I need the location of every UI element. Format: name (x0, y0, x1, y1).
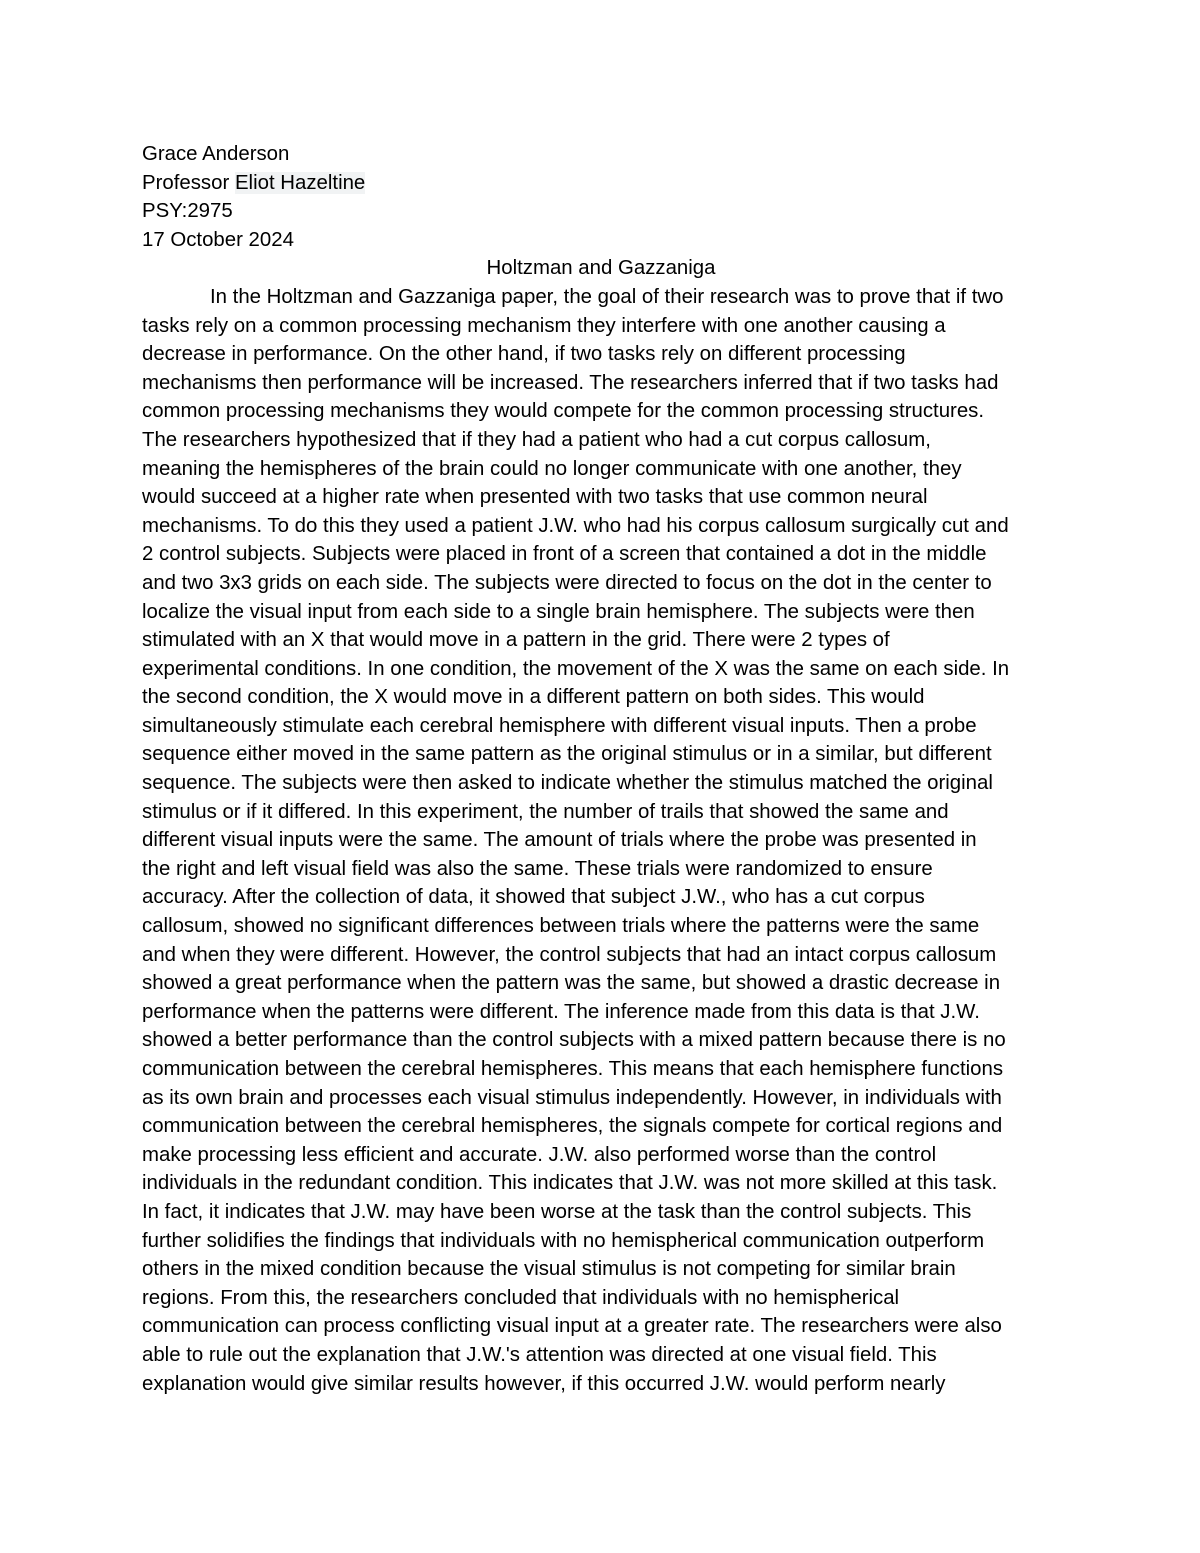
body-line-text: simultaneously stimulate each cerebral hemisphere with different visual inputs. Then a probe (142, 714, 977, 737)
body-line (142, 540, 1062, 569)
body-line-text: 2 control subjects. Subjects were placed in front of a screen that contained a dot in the middle (142, 543, 987, 566)
body-line (142, 798, 1062, 827)
body-line (142, 712, 1062, 741)
body-line (142, 1055, 1062, 1084)
body-line (142, 283, 1062, 312)
body-line-text: common processing mechanisms they would compete for the common processing structures. (142, 400, 985, 423)
course-code: PSY:2975 (142, 200, 233, 223)
body-line (142, 626, 1062, 655)
body-line (142, 855, 1062, 884)
body-line (142, 340, 1062, 369)
body-line (142, 998, 1062, 1027)
body-line (142, 1026, 1062, 1055)
body-line-text: and two 3x3 grids on each side. The subjects were directed to focus on the dot in the center to (142, 571, 992, 594)
body-line-text: the second condition, the X would move in a different pattern on both sides. This would (142, 686, 925, 709)
body-line-text: different visual inputs were the same. The amount of trials where the probe was presented in (142, 829, 977, 852)
body-line (142, 1112, 1062, 1141)
professor-prefix: Professor (142, 171, 235, 194)
body-line (142, 1312, 1062, 1341)
body-line (142, 941, 1062, 970)
body-line (142, 1227, 1062, 1256)
body-line-text: accuracy. After the collection of data, it showed that subject J.W., who has a cut corpus (142, 886, 925, 909)
body-line-text: mechanisms then performance will be increased. The researchers inferred that if two tasks had (142, 371, 999, 394)
body-line (142, 312, 1062, 341)
professor-name: Eliot Hazeltine (234, 171, 366, 194)
body-line-text: sequence. The subjects were then asked to indicate whether the stimulus matched the original (142, 772, 993, 795)
body-line (142, 1169, 1062, 1198)
body-line (142, 1141, 1062, 1170)
document-content (142, 140, 1062, 1398)
body-line-text: communication can process conflicting visual input at a greater rate. The researchers were also (142, 1315, 1002, 1338)
body-line (142, 655, 1062, 684)
body-line-text: individuals in the redundant condition. This indicates that J.W. was not more skilled at this task. (142, 1172, 998, 1195)
body-line-text: as its own brain and processes each visual stimulus independently. However, in individuals with (142, 1086, 1002, 1109)
body-line (142, 1198, 1062, 1227)
body-line (142, 683, 1062, 712)
body-line-text: showed a better performance than the control subjects with a mixed pattern because there is no (142, 1029, 1006, 1052)
body-line-text: the right and left visual field was also the same. These trials were randomized to ensure (142, 857, 933, 880)
document-title: Holtzman and Gazzaniga (486, 257, 716, 280)
body-line-text: and when they were different. However, the control subjects that had an intact corpus callosum (142, 943, 997, 966)
body-line (142, 912, 1062, 941)
body-line (142, 969, 1062, 998)
body-line-text: tasks rely on a common processing mechanism they interfere with one another causing a (142, 314, 946, 337)
body-line-text: sequence either moved in the same pattern as the original stimulus or in a similar, but different (142, 743, 992, 766)
body-line (142, 1341, 1062, 1370)
body-line-text: experimental conditions. In one condition, the movement of the X was the same on each side. In (142, 657, 1010, 680)
body-line (142, 769, 1062, 798)
professor-line (142, 169, 1062, 198)
body-line (142, 483, 1062, 512)
body-line (142, 455, 1062, 484)
body-line-text: mechanisms. To do this they used a patient J.W. who had his corpus callosum surgically cut and (142, 514, 1009, 537)
body-line-text: further solidifies the findings that individuals with no hemispherical communication outperform (142, 1229, 985, 1252)
body-line-text: regions. From this, the researchers concluded that individuals with no hemispherical (142, 1286, 900, 1309)
body-line-text: others in the mixed condition because the visual stimulus is not competing for similar brain (142, 1258, 956, 1281)
body-paragraph (142, 283, 1062, 1398)
body-line-text: would succeed at a higher rate when presented with two tasks that use common neural (142, 486, 928, 509)
body-line-text: stimulus or if it differed. In this experiment, the number of trails that showed the same and (142, 800, 949, 823)
body-line-text: communication between the cerebral hemispheres, the signals compete for cortical regions and (142, 1115, 1003, 1138)
body-line (142, 740, 1062, 769)
body-line-text: In fact, it indicates that J.W. may have been worse at the task than the control subjects. This (142, 1200, 972, 1223)
body-line-text: meaning the hemispheres of the brain could no longer communicate with one another, they (142, 457, 962, 480)
body-line-text: In the Holtzman and Gazzaniga paper, the goal of their research was to prove that if two (210, 285, 1004, 308)
body-line-text: able to rule out the explanation that J.W.'s attention was directed at one visual field. This (142, 1343, 937, 1366)
body-line (142, 569, 1062, 598)
body-line (142, 598, 1062, 627)
body-line-text: communication between the cerebral hemispheres. This means that each hemisphere functions (142, 1058, 1004, 1080)
body-line (142, 1370, 1062, 1399)
body-line-text: The researchers hypothesized that if they had a patient who had a cut corpus callosum, (142, 428, 931, 451)
body-line-text: explanation would give similar results however, if this occurred J.W. would perform nearly (142, 1372, 946, 1395)
body-line (142, 826, 1062, 855)
body-line-text: decrease in performance. On the other hand, if two tasks rely on different processing (142, 343, 906, 366)
body-line (142, 369, 1062, 398)
body-line-text: localize the visual input from each side to a single brain hemisphere. The subjects were then (142, 600, 975, 623)
body-line-text: showed a great performance when the pattern was the same, but showed a drastic decrease in (142, 972, 1001, 995)
body-line-text: stimulated with an X that would move in a pattern in the grid. There were 2 types of (142, 629, 890, 652)
body-line (142, 883, 1062, 912)
body-line (142, 1284, 1062, 1313)
body-line (142, 397, 1062, 426)
document-date: 17 October 2024 (142, 228, 294, 251)
body-line-text: callosum, showed no significant differences between trials where the patterns were the same (142, 915, 980, 938)
body-line (142, 1255, 1062, 1284)
body-line (142, 1084, 1062, 1113)
body-line (142, 426, 1062, 455)
body-line-text: make processing less efficient and accurate. J.W. also performed worse than the control (142, 1143, 937, 1166)
student-name: Grace Anderson (142, 143, 290, 165)
body-line (142, 512, 1062, 541)
body-line-text: performance when the patterns were different. The inference made from this data is that J.W. (142, 1000, 980, 1023)
